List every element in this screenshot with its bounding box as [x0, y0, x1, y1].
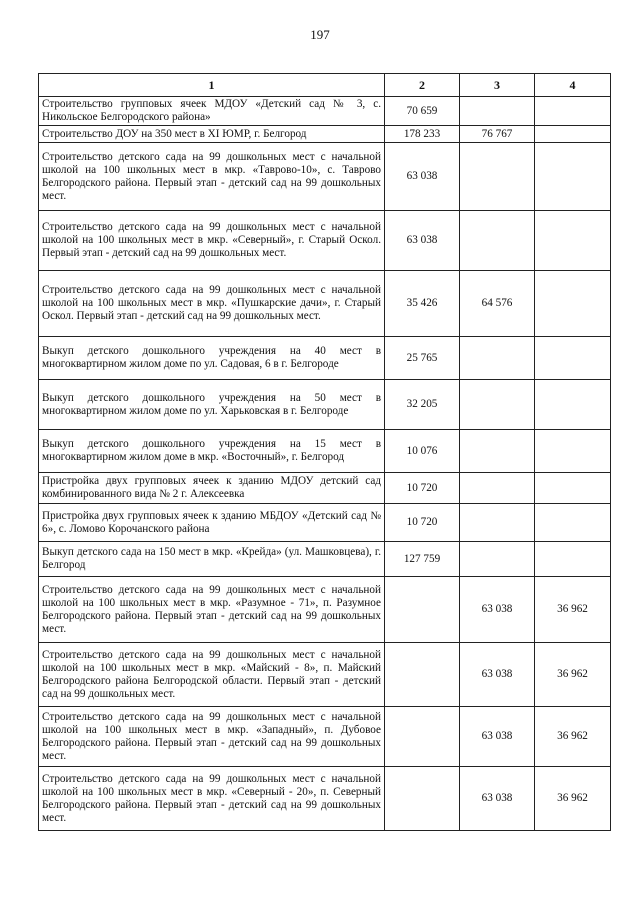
value-col-3: [460, 337, 535, 380]
value-col-2: 127 759: [385, 542, 460, 577]
value-col-3: [460, 473, 535, 504]
value-col-2: [385, 767, 460, 831]
value-col-3: [460, 380, 535, 430]
value-col-4: [535, 143, 611, 211]
data-table: [38, 73, 611, 831]
table-row: [39, 577, 611, 643]
row-description: Строительство детского сада на 99 дошкольных мест с начальной школой на 100 школьных мест в мкр. «Северный», г. Старый Оскол. Первый этап - детский сад на 99 дошкольных мест.: [39, 211, 385, 271]
column-header-4: 4: [535, 74, 611, 97]
row-description: Пристройка двух групповых ячеек к зданию МБДОУ «Детский сад № 6», с. Ломово Корочанского района: [39, 504, 385, 542]
table-row: [39, 707, 611, 767]
value-col-4: [535, 337, 611, 380]
value-col-2: 70 659: [385, 97, 460, 126]
value-col-3: 63 038: [460, 577, 535, 643]
value-col-2: 63 038: [385, 143, 460, 211]
value-col-2: [385, 643, 460, 707]
table-row: [39, 430, 611, 473]
value-col-4: [535, 430, 611, 473]
column-header-3: 3: [460, 74, 535, 97]
row-description: Строительство детского сада на 99 дошкольных мест с начальной школой на 100 школьных мест в мкр. «Западный», п. Дубовое Белгородского района. Первый этап - детский сад на 99 дошкольных мест.: [39, 707, 385, 767]
value-col-4: [535, 126, 611, 143]
table-header-row: [39, 74, 611, 97]
table-row: [39, 143, 611, 211]
value-col-4: [535, 211, 611, 271]
row-description: Выкуп детского дошкольного учреждения на 40 мест в многоквартирном жилом доме по ул. Садовая, 6 в г. Белгороде: [39, 337, 385, 380]
value-col-3: 64 576: [460, 271, 535, 337]
value-col-3: [460, 97, 535, 126]
value-col-3: [460, 542, 535, 577]
row-description: Строительство детского сада на 99 дошкольных мест с начальной школой на 100 школьных мест в мкр. «Разумное - 71», п. Разумное Белгородского района. Первый этап - детский сад на 99 дошкольных мест.: [39, 577, 385, 643]
row-description: Выкуп детского дошкольного учреждения на 50 мест в многоквартирном жилом доме по ул. Харьковская в г. Белгороде: [39, 380, 385, 430]
value-col-4: [535, 97, 611, 126]
value-col-4: 36 962: [535, 577, 611, 643]
column-header-2: 2: [385, 74, 460, 97]
table-row: [39, 767, 611, 831]
table-row: [39, 542, 611, 577]
value-col-2: 10 720: [385, 473, 460, 504]
row-description: Выкуп детского сада на 150 мест в мкр. «Крейда» (ул. Машковцева), г. Белгород: [39, 542, 385, 577]
page-number: 197: [310, 27, 330, 42]
value-col-4: [535, 380, 611, 430]
value-col-2: 35 426: [385, 271, 460, 337]
row-description: Пристройка двух групповых ячеек к зданию МДОУ детский сад комбинированного вида № 2 г. Алексеевка: [39, 473, 385, 504]
table-row: [39, 126, 611, 143]
row-description: Строительство ДОУ на 350 мест в XI ЮМР, г. Белгород: [39, 126, 385, 143]
value-col-3: [460, 504, 535, 542]
value-col-2: [385, 577, 460, 643]
value-col-3: 63 038: [460, 643, 535, 707]
table-row: [39, 337, 611, 380]
row-description: Выкуп детского дошкольного учреждения на 15 мест в многоквартирном жилом доме в мкр. «Восточный», г. Белгород: [39, 430, 385, 473]
value-col-2: 178 233: [385, 126, 460, 143]
value-col-2: 25 765: [385, 337, 460, 380]
value-col-4: [535, 504, 611, 542]
table-row: [39, 380, 611, 430]
row-description: Строительство детского сада на 99 дошкольных мест с начальной школой на 100 школьных мест в мкр. «Таврово-10», с. Таврово Белгородского района. Первый этап - детский сад на 99 дошкольных мест.: [39, 143, 385, 211]
row-description: Строительство детского сада на 99 дошкольных мест с начальной школой на 100 школьных мест в мкр. «Северный - 20», п. Северный Белгородского района. Первый этап - детский сад на 99 дошкольных мест.: [39, 767, 385, 831]
value-col-2: 63 038: [385, 211, 460, 271]
value-col-3: [460, 430, 535, 473]
value-col-2: 10 076: [385, 430, 460, 473]
value-col-3: 63 038: [460, 767, 535, 831]
value-col-4: 36 962: [535, 707, 611, 767]
value-col-2: [385, 707, 460, 767]
row-description: Строительство детского сада на 99 дошкольных мест с начальной школой на 100 школьных мест в мкр. «Майский - 8», п. Майский Белгородского района Белгородской области. Первый этап - детский сад на 99 дошкольных мест.: [39, 643, 385, 707]
value-col-3: [460, 143, 535, 211]
table-row: [39, 643, 611, 707]
row-description: Строительство детского сада на 99 дошкольных мест с начальной школой на 100 школьных мест в мкр. «Пушкарские дачи», г. Старый Оскол. Первый этап - детский сад на 99 дошкольных мест.: [39, 271, 385, 337]
value-col-2: 32 205: [385, 380, 460, 430]
value-col-4: 36 962: [535, 643, 611, 707]
value-col-4: 36 962: [535, 767, 611, 831]
value-col-2: 10 720: [385, 504, 460, 542]
table-row: [39, 97, 611, 126]
value-col-3: 76 767: [460, 126, 535, 143]
table-row: [39, 211, 611, 271]
value-col-4: [535, 271, 611, 337]
value-col-4: [535, 473, 611, 504]
column-header-1: 1: [39, 74, 385, 97]
table-row: [39, 271, 611, 337]
row-description: Строительство групповых ячеек МДОУ «Детский сад № 3, с. Никольское Белгородского района»: [39, 97, 385, 126]
value-col-4: [535, 542, 611, 577]
value-col-3: [460, 211, 535, 271]
table-row: [39, 504, 611, 542]
table-row: [39, 473, 611, 504]
value-col-3: 63 038: [460, 707, 535, 767]
